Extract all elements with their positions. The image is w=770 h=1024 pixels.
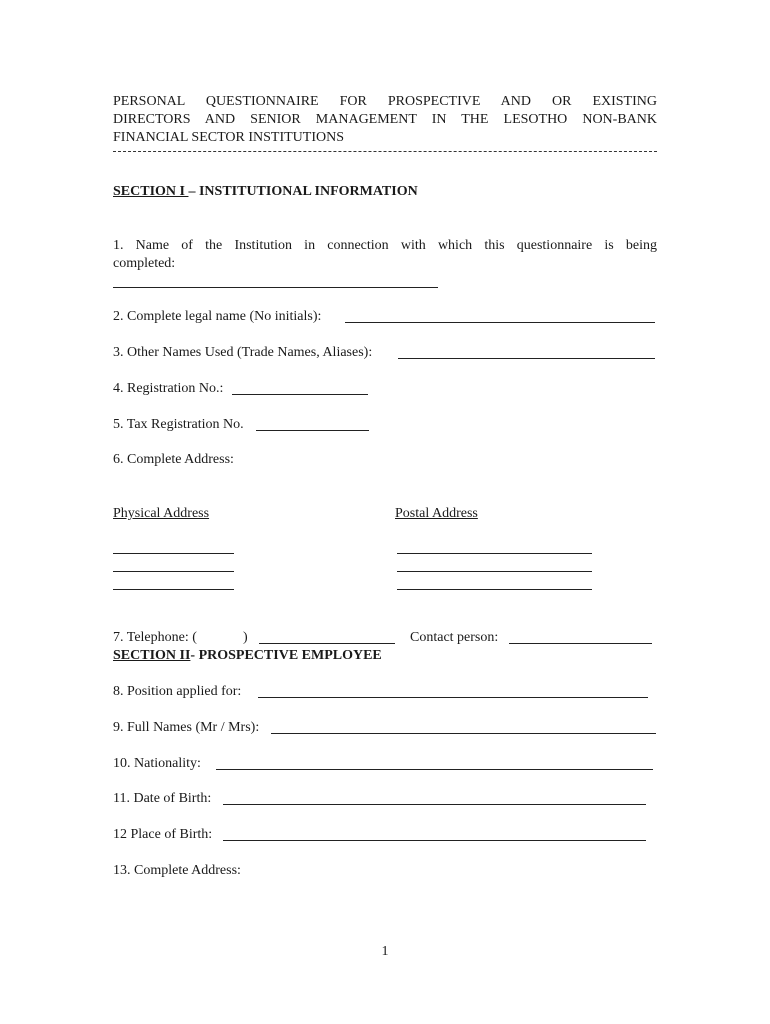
section-1-label: SECTION I [113, 184, 189, 199]
document-title-line-1: PERSONAL QUESTIONNAIRE FOR PROSPECTIVE AND OR EXISTING [113, 94, 657, 109]
place-of-birth-field[interactable] [223, 840, 646, 841]
nationality-field[interactable] [216, 769, 653, 770]
title-divider [113, 151, 657, 152]
document-title-line-3: FINANCIAL SECTOR INSTITUTIONS [113, 130, 344, 145]
question-5-label: 5. Tax Registration No. [113, 417, 244, 432]
physical-address-line-1[interactable] [113, 553, 234, 554]
question-1-text-cont: completed: [113, 256, 176, 271]
physical-address-line-2[interactable] [113, 571, 234, 572]
question-9-label: 9. Full Names (Mr / Mrs): [113, 720, 260, 735]
question-10-label: 10. Nationality: [113, 756, 201, 771]
document-title-line-2: DIRECTORS AND SENIOR MANAGEMENT IN THE LESOTHO NON-BANK [113, 112, 657, 127]
question-12-label: 12 Place of Birth: [113, 827, 213, 842]
question-2-label: 2. Complete legal name (No initials): [113, 309, 322, 324]
postal-address-line-3[interactable] [397, 589, 592, 590]
section-1-heading [113, 183, 418, 201]
section-2-heading [113, 647, 382, 665]
telephone-field[interactable] [259, 643, 395, 644]
other-names-field[interactable] [398, 358, 655, 359]
section-2-title: - PROSPECTIVE EMPLOYEE [190, 648, 382, 663]
position-applied-field[interactable] [258, 697, 648, 698]
date-of-birth-field[interactable] [223, 804, 646, 805]
physical-address-line-3[interactable] [113, 589, 234, 590]
postal-address-line-1[interactable] [397, 553, 592, 554]
question-13-label: 13. Complete Address: [113, 863, 241, 878]
full-names-field[interactable] [271, 733, 656, 734]
contact-person-field[interactable] [509, 643, 652, 644]
question-4-label: 4. Registration No.: [113, 381, 224, 396]
question-11-label: 11. Date of Birth: [113, 791, 212, 806]
tax-registration-field[interactable] [256, 430, 369, 431]
postal-address-line-2[interactable] [397, 571, 592, 572]
telephone-close-paren: ) [243, 630, 248, 645]
legal-name-field[interactable] [345, 322, 655, 323]
page-number: 1 [381, 944, 389, 959]
contact-person-label: Contact person: [410, 630, 499, 645]
question-7-label: 7. Telephone: ( [113, 630, 197, 645]
institution-name-field[interactable] [113, 287, 438, 288]
section-2-label: SECTION II [113, 648, 191, 663]
physical-address-heading: Physical Address [113, 506, 210, 521]
registration-no-field[interactable] [232, 394, 368, 395]
question-3-label: 3. Other Names Used (Trade Names, Aliases): [113, 345, 373, 360]
postal-address-heading: Postal Address [395, 506, 478, 521]
question-8-label: 8. Position applied for: [113, 684, 242, 699]
question-6-label: 6. Complete Address: [113, 452, 234, 467]
section-1-title: – INSTITUTIONAL INFORMATION [188, 184, 418, 199]
question-1-text: 1. Name of the Institution in connection with which this questionnaire is being [113, 238, 657, 253]
